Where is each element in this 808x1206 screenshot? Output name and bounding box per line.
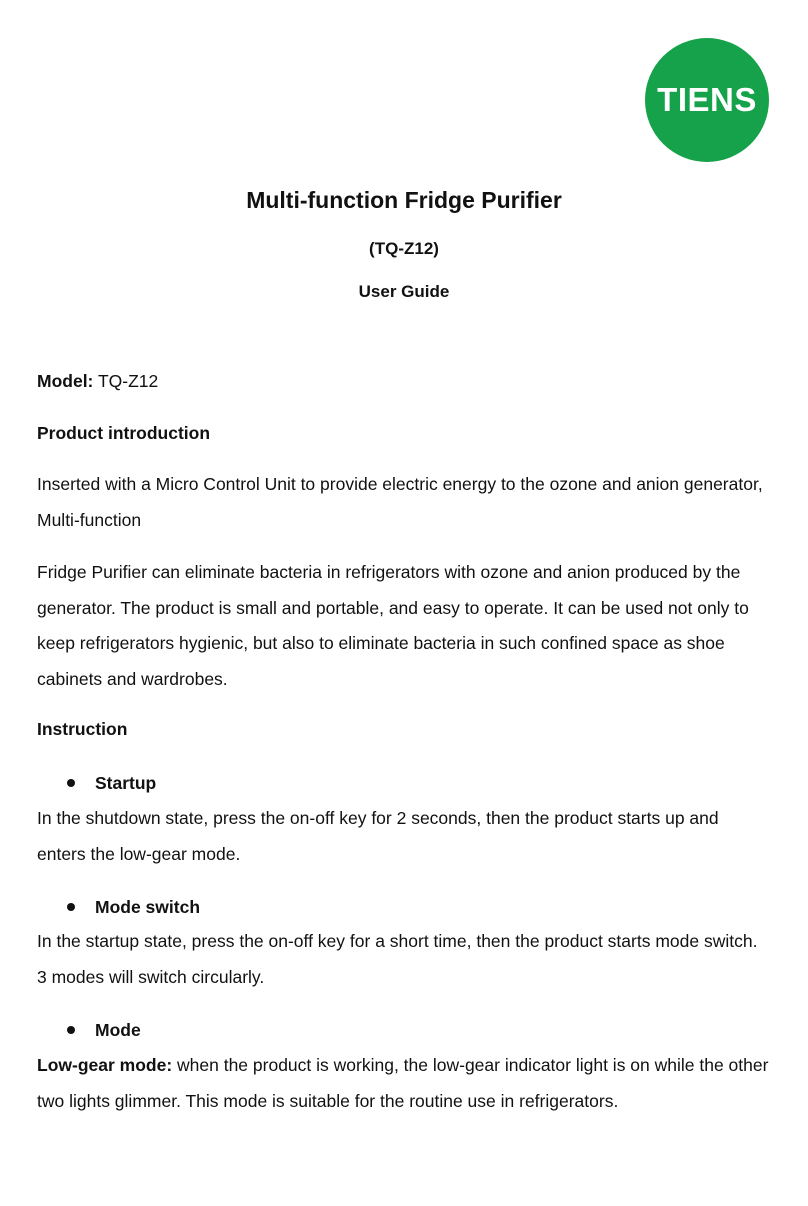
- document-model-code: (TQ-Z12): [369, 239, 439, 258]
- tiens-logo: [645, 38, 769, 162]
- bullet-mode-switch: [37, 895, 772, 919]
- intro-paragraph-1: Inserted with a Micro Control Unit to provide electric energy to the ozone and anion generator, Multi-function: [37, 474, 763, 530]
- document-subtitle: User Guide: [358, 282, 450, 301]
- bullet-startup: [37, 771, 772, 795]
- intro-paragraph-2: Fridge Purifier can eliminate bacteria in refrigerators with ozone and anion produced by the generator. The product is small and portable, and easy to operate. It can be used not only to keep refrigerators hygienic, but also to eliminate bacteria in such confined space as shoe cabinets and wardrobes.: [37, 562, 749, 689]
- logo-text: TIENS: [657, 81, 757, 118]
- intro-heading: Product introduction: [37, 423, 211, 443]
- model-value: TQ-Z12: [97, 371, 159, 391]
- startup-text: In the shutdown state, press the on-off key for 2 seconds, then the product starts up and enters the low-gear mode.: [37, 808, 719, 864]
- bullet-icon: [67, 1026, 75, 1034]
- bullet-icon: [67, 903, 75, 911]
- low-gear-text: when the product is working, the low-gear indicator light is on while the other two lights glimmer. This mode is suitable for the routine use in refrigerators.: [37, 1055, 769, 1111]
- model-label: Model:: [37, 371, 94, 391]
- instruction-heading: Instruction: [37, 719, 128, 739]
- model-line: [37, 364, 772, 400]
- document-title: Multi-function Fridge Purifier: [246, 187, 562, 213]
- mode-switch-heading: Mode switch: [95, 897, 201, 917]
- low-gear-label: Low-gear mode:: [37, 1055, 173, 1075]
- bullet-mode: [37, 1018, 772, 1042]
- mode-heading: Mode: [95, 1020, 141, 1040]
- low-gear-paragraph: [37, 1048, 772, 1119]
- mode-switch-text: In the startup state, press the on-off key for a short time, then the product starts mode switch. 3 modes will switch circularly.: [37, 931, 758, 987]
- bullet-icon: [67, 779, 75, 787]
- startup-heading: Startup: [95, 773, 157, 793]
